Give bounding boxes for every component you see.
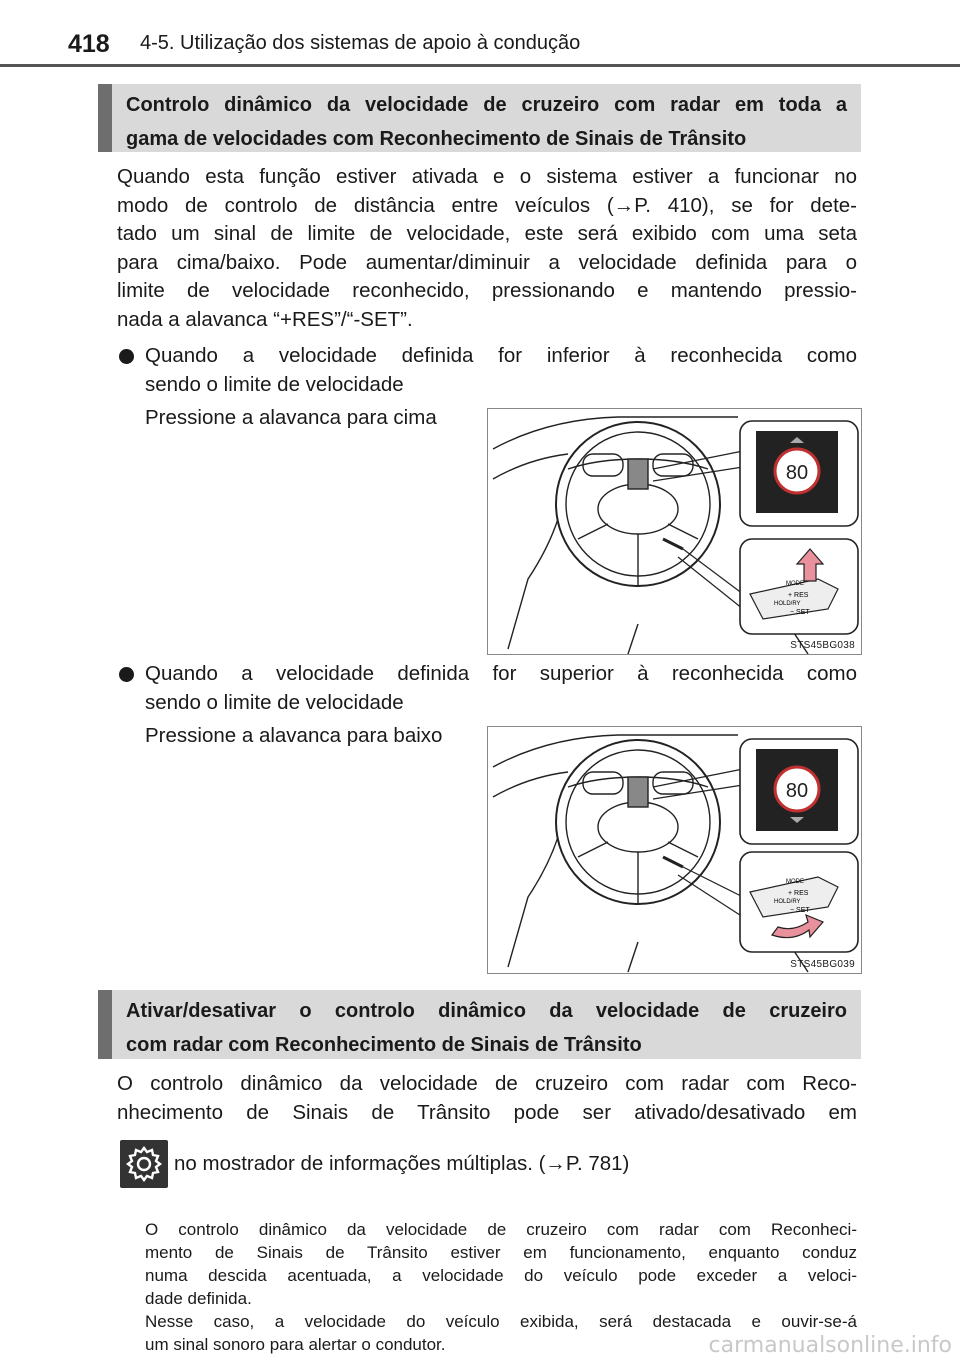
speed-sign-value: 80 (785, 780, 809, 802)
lever-hold-label: HOLD/RY (774, 899, 801, 905)
text-line: sendo o limite de velocidade (145, 690, 404, 714)
section-heading-line: Ativar/desativar o controlo dinâmico da velocidade de cruzeiro (126, 1000, 847, 1022)
text-line: dade definida. (145, 1289, 252, 1308)
text-line: modo de controlo de distância entre veículos (→P. 410), se for dete- (117, 193, 857, 217)
lever-hold-label: HOLD/RY (774, 601, 801, 607)
steering-wheel-illustration-down (487, 726, 862, 974)
text-line: tado um sinal de limite de velocidade, este será exibido com uma seta (117, 222, 857, 245)
steering-wheel-drawing (488, 727, 862, 974)
bullet-text (145, 660, 857, 717)
text-line: sendo o limite de velocidade (145, 372, 404, 396)
steering-wheel-drawing (488, 409, 862, 655)
bullet-text (145, 342, 857, 399)
section2-paragraph (117, 1070, 857, 1127)
lever-mode-label: MODE (786, 581, 804, 587)
section-heading-1 (98, 84, 861, 152)
text-line: O controlo dinâmico da velocidade de cruzeiro com radar com Reco- (117, 1072, 857, 1095)
text-line: Nesse caso, a velocidade do veículo exibida, será destacada e ouvir-se-á (145, 1312, 857, 1331)
bullet-dot-icon (119, 667, 134, 682)
gear-instruction-text: no mostrador de informações múltiplas. (→P. 781) (174, 1152, 630, 1175)
steering-wheel-illustration-up (487, 408, 862, 655)
page-number: 418 (68, 30, 110, 58)
text-line: O controlo dinâmico da velocidade de cruzeiro com radar com Reconheci- (145, 1220, 857, 1239)
gear-icon (120, 1140, 168, 1188)
text-line: Quando a velocidade definida for inferior à reconhecida como (145, 344, 857, 367)
text-line: Quando esta função estiver ativada e o sistema estiver a funcionar no (117, 165, 857, 188)
section-heading-line: com radar com Reconhecimento de Sinais de Trânsito (126, 1034, 642, 1056)
text-line: numa descida acentuada, a velocidade do veículo pode exceder a veloci- (145, 1266, 857, 1285)
section-heading-line: gama de velocidades com Reconhecimento de Sinais de Trânsito (126, 128, 747, 150)
text-line: um sinal sonoro para alertar o condutor. (145, 1335, 446, 1354)
illustration-code: STS45BG039 (790, 959, 855, 970)
watermark: carmanualsonline.info (708, 1333, 952, 1358)
header-rule (0, 64, 960, 67)
text-line: Quando a velocidade definida for superior à reconhecida como (145, 662, 857, 685)
action-instruction-up: Pressione a alavanca para cima (145, 406, 437, 429)
section-heading-2 (98, 990, 861, 1059)
text-line: nada a alavanca “+RES”/“-SET”. (117, 307, 413, 331)
section-heading-line: Controlo dinâmico da velocidade de cruzeiro com radar em toda a (126, 94, 847, 116)
lever-res-label: + RES (788, 890, 809, 897)
text-line: para cima/baixo. Pode aumentar/diminuir a velocidade definida para o (117, 250, 857, 274)
lever-set-label: − SET (790, 609, 810, 616)
illustration-code: STS45BG038 (790, 640, 855, 651)
lever-mode-label: MODE (786, 879, 804, 885)
speed-sign-value: 80 (785, 462, 809, 484)
text-line: limite de velocidade reconhecido, pressionando e mantendo pressio- (117, 279, 857, 302)
bullet-dot-icon (119, 349, 134, 364)
lever-res-label: + RES (788, 592, 809, 599)
running-head: 4-5. Utilização dos sistemas de apoio à condução (140, 32, 581, 54)
action-instruction-down: Pressione a alavanca para baixo (145, 724, 443, 747)
lever-set-label: − SET (790, 907, 810, 914)
intro-paragraph (117, 163, 857, 334)
text-line: mento de Sinais de Trânsito estiver em funcionamento, enquanto conduz (145, 1243, 857, 1262)
text-line: nhecimento de Sinais de Trânsito pode ser ativado/desativado em (117, 1100, 857, 1124)
